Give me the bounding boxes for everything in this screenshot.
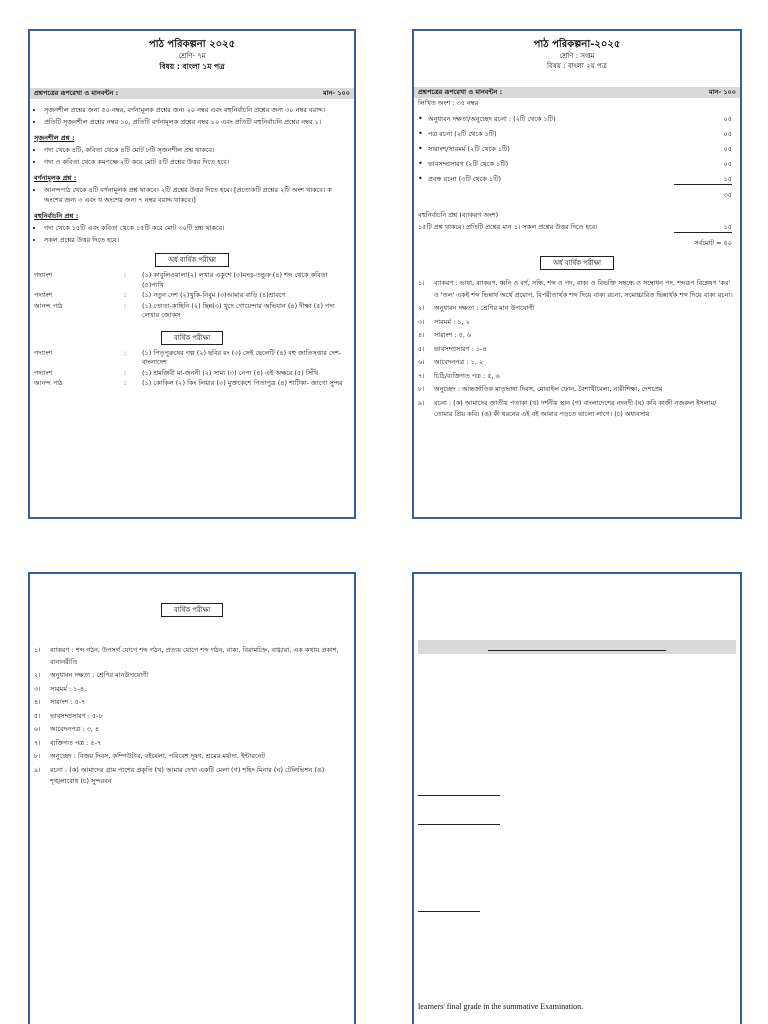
marks-distribution-bar xyxy=(414,87,740,98)
list-item: • সকল প্রশ্নের উত্তর দিতে হবে। xyxy=(44,235,348,245)
table-row: আনন্দ পাঠ : (১) তোতা-কাহিনি (২) ছিন্ন(৩) খুদে গোয়েন্দার অভিযান (৪) দীক্ষা (৫) পদ্য লেখার জোকস xyxy=(34,301,335,319)
bar-left-text: প্রশ্নপত্রের রূপরেখা ও মানবন্টন : xyxy=(418,88,503,96)
list-item: ৬। আবেদনপত্র : ৩, ৪ xyxy=(34,725,100,733)
table-row: পদ্যাংশ : (১) নতুন দেশ (২)খুকি-নিবুম (৩)আমার বাড়ি (৪)শ্রাবণে xyxy=(34,291,286,299)
list-item: • প্রবন্ধ রচনা (৩টি থেকে ১টি) ১৫ xyxy=(418,174,732,183)
header-underline xyxy=(488,650,666,651)
mcq-heading: বহুনির্বাচনি প্রশ্ন (ব্যাকরণ অংশ) xyxy=(418,211,499,219)
list-item: ৩। সারমর্ম : ১, ২ xyxy=(418,317,470,326)
list-item: • সৃজনশীল প্রশ্নের জন্য ৫০ নম্বর, বর্ণনামূলক প্রশ্নের জন্য ২০ নম্বর এবং বহুনির্বাচনি প্রশ্নের জন্য ৩০ নম্বর বরাদ্দ। xyxy=(44,105,348,115)
list-item: ৪। সারাংশ : ৫, ৬ xyxy=(418,331,472,339)
table-row: গদ্যাংশ : (১) পিতৃপুরুষের গল্প (২) ছবির রং (৩) সেই ছেলেটি (৪) বহু জাতিসত্তার দেশ- বাংলাদেশ xyxy=(34,348,342,366)
creative-heading: সৃজনশীল প্রশ্ন : xyxy=(34,134,75,142)
annual-syllabus xyxy=(30,349,354,389)
table-row: পদ্যাংশ : (১) শ্রমজিবী মা-জননী (২) সাম্য (৩) নেপা (৪) এই অক্ষরে (৫) সিঁথি xyxy=(34,368,319,377)
page-4-mostly-blank xyxy=(412,572,742,1024)
class-label: শ্রেণি- ৭ম xyxy=(178,52,206,60)
list-item: ১। ব্যাকরণ : ভাষা, ব্যাকরণ, ধ্বনি ও বর্ণ, সন্ধি, শব্দ ও পদ, বাক্য ও বিভক্তি সম্বন্ধে ও সম্বোধন পদ, শব্দরূপ বিশ্লেষণ 'কর' ও 'তল' একই শব্দ ভিন্নার্থ অর্থে প্রয়োগ, বিপরীতার্থক শব্দ দিয়ে বাক্য রচনা, সমোচ্চারিত ভিন্নার্থক শব্দ দিয়ে বাক্য রচনা। xyxy=(418,279,733,299)
subject-label: বিষয় : বাংলা ২য় পত্র xyxy=(547,62,607,70)
annual-label: বার্ষিক পরীক্ষা xyxy=(161,331,223,345)
half-yearly-syllabus xyxy=(30,271,354,321)
list-item: • আনন্দপাঠ থেকে ৪টি বর্ণনামূলক প্রশ্ন থাকবে। ২টি প্রশ্নের উত্তর দিতে হবে। [প্রত্যেকটি প্রশ্নের ২টি অংশ থাকবে। ক অংশের জন্য ৩ এবং খ অংশের জন্য ৭ নম্বর বরাদ্দ থাকবে।] xyxy=(44,185,348,205)
bar-right-text: মান- ১০০ xyxy=(322,89,350,97)
mcq-row: ১৫টি প্রশ্ন থাকবে। প্রতিটি প্রশ্নের মান ১। সকল প্রশ্নের উত্তর দিতে হবে। ১৫ xyxy=(418,223,732,231)
page-1-bangla-first-paper xyxy=(28,29,356,519)
intro-bullets xyxy=(30,105,354,127)
list-item: • গদ্য ও কবিতা থেকে কমপক্ষে ২টি করে মোট ৫টি প্রশ্নের উত্তর দিতে হবে। xyxy=(44,157,348,167)
list-item: • অনুধাবন দক্ষতা/অনুচ্ছেদ রচনা : (২টি থেকে ১টি) ০৫ xyxy=(418,114,732,123)
blank-rule xyxy=(418,911,480,912)
written-marks-list xyxy=(414,114,740,200)
descriptive-heading: বর্ণনামূলক প্রশ্ন : xyxy=(34,174,77,182)
creative-bullets xyxy=(30,145,354,167)
page-title: পাঠ পরিকল্পনা ২০২৫ xyxy=(148,39,236,50)
list-item: ২। অনুধাবন দক্ষতা : শ্রেণির মানউপযোগী xyxy=(34,671,149,679)
annual-label: বার্ষিক পরীক্ষা xyxy=(161,603,223,617)
mcq-bullets xyxy=(30,223,354,245)
list-item: ৩। সারমর্ম : ১-৪, xyxy=(34,684,87,693)
list-item: ৯। রচনা : (ক) আমাদের গ্রাম পাশের প্রকৃতি (খ) আমার দেখা একটি মেলা (গ) শহিদ মিনার (ঘ) টেলিভিশন (ঙ) শৃঙ্খলাবোধ (চ) সুন্দরবন xyxy=(34,765,325,785)
list-item: ১। ব্যাকরণ : শব্দ গঠন, উপসর্গ যোগে শব্দ গঠন, প্রত্যয় যোগে শব্দ গঠন, বাক্য, বিরামচিহ্ন, বাগ্ধারা, এক কথায় প্রকাশ, বানানরীতি xyxy=(34,646,339,666)
annual-syllabus xyxy=(30,645,354,788)
bar-left-text: প্রশ্নপত্রের রূপরেখা ও মানবন্টন : xyxy=(34,89,119,97)
gray-header-bar xyxy=(418,640,736,654)
list-item: • পত্র রচনা (২টি থেকে ১টি) ০৫ xyxy=(418,129,732,138)
bar-right-text: মান- ১০০ xyxy=(708,88,736,96)
half-yearly-label: অর্ধ বার্ষিক পরীক্ষা xyxy=(540,256,614,270)
list-item: ৬। আবেদনপত্র : ১, ২ xyxy=(418,358,484,366)
blank-rule xyxy=(418,795,500,796)
page-title: পাঠ পরিকল্পনা-২০২৫ xyxy=(533,39,621,50)
written-part-heading: লিখিত অংশ : ৩৫ নম্বর xyxy=(418,99,479,107)
blank-rule xyxy=(418,824,500,825)
class-label: শ্রেণি : সপ্তম xyxy=(559,52,595,60)
marks-distribution-bar xyxy=(30,88,354,99)
mcq-heading: বহুনির্বাচনি প্রশ্ন : xyxy=(34,212,79,220)
subject-label: বিষয় : বাংলা ১ম পত্র xyxy=(159,62,225,71)
list-item: • প্রতিটি সৃজনশীল প্রশ্নের নম্বর ১০, প্রতিটি বর্ণনামূলক প্রশ্নের নম্বর ১০ এবং প্রতিটি বহুনির্বাচনি প্রশ্নের নম্বর ১। xyxy=(44,117,348,127)
list-item: ৭। ব্যক্তিগত পত্র : ৫-৭ xyxy=(34,738,102,747)
list-item: • ভাবসম্প্রসারণ (২টি থেকে ১টি) ০৫ xyxy=(418,159,732,168)
half-yearly-label: অর্ধ বার্ষিক পরীক্ষা xyxy=(155,253,229,267)
list-item: ২। অনুধাবন দক্ষতা : শ্রেণির মান উপযোগী xyxy=(418,304,535,312)
list-item: • গদ্য থেকে ১৫টি এবং কবিতা থেকে ১৫টি করে মোট ৩০টি প্রশ্ন থাকবে। xyxy=(44,223,348,233)
table-row: আনন্দ পাঠ : (১) কোকিল (২) কিং লিয়ার (৩) মুক্তকেশে পিতাপুত্র (৪) শাটিকা- জাগো সুন্দর xyxy=(34,379,343,387)
list-item: • সারাংশ/সারমর্ম (২টি থেকে ১টি) ০৫ xyxy=(418,144,732,153)
list-item: ৫। ভাবসম্প্রসারণ : ১-৪ xyxy=(418,344,487,353)
page-2-bangla-second-paper xyxy=(412,29,742,519)
list-item: ৮। অনুচ্ছেদ : আন্তর্জাতিক মাতৃভাষা দিবস, মোবাইল ফোন, বৈশাখীমেলা, নারীশিক্ষা, দেশপ্রেম xyxy=(418,385,663,393)
table-row: গদ্যাংশ : (১) কাবুলিওয়ালা(২) লখার একুশে (৩)মংড়-তন্ডুক (৪) শব্দ থেকে কবিতা (৫)পাখি xyxy=(34,271,328,289)
page-3-annual-syllabus xyxy=(28,572,356,1024)
written-total: ৩৫ xyxy=(723,191,732,199)
grand-total: সর্বমোট = ৫০ xyxy=(694,239,732,247)
written-total-row xyxy=(418,190,732,200)
half-yearly-syllabus xyxy=(414,278,740,421)
list-item: ৭। চিঠি/ব্যক্তিগত পত্র : ৫, ৬ xyxy=(418,371,500,380)
footer-text: learners' final grade in the summative Examination. xyxy=(418,1002,584,1011)
list-item: ৪। সারাংশ : ৫-৭ xyxy=(34,698,86,706)
list-item: ৯। রচনা : (ক) আমাদের জাতীয় পতাকা (খ) দর্শনীয় স্থান (গ) বাংলাদেশের নদনদী (ঘ) কবি কাজী নজরুল ইসলাম/তোমার প্রিয় কবি। (ঙ) কী ধরনের এই বই আমার পড়তে ভালো লাগে। (চ) অধ্যবসায় xyxy=(418,398,717,418)
list-item: • গদ্য থেকে ৪টি, কবিতা থেকে ৪টি মোট ৮টি সৃজনশীল প্রশ্ন থাকবে। xyxy=(44,145,348,155)
descriptive-bullets xyxy=(30,185,354,205)
list-item: ৮। অনুচ্ছেদ : বিজয় দিবস, কম্পিউটার, বইমেলা, পরিবেশ দূষণ, শ্রমের মর্যাদা, ইন্টারনেট xyxy=(34,752,266,760)
list-item: ৫। ভাবসম্প্রসারণ : ৫-৮ xyxy=(34,711,103,720)
